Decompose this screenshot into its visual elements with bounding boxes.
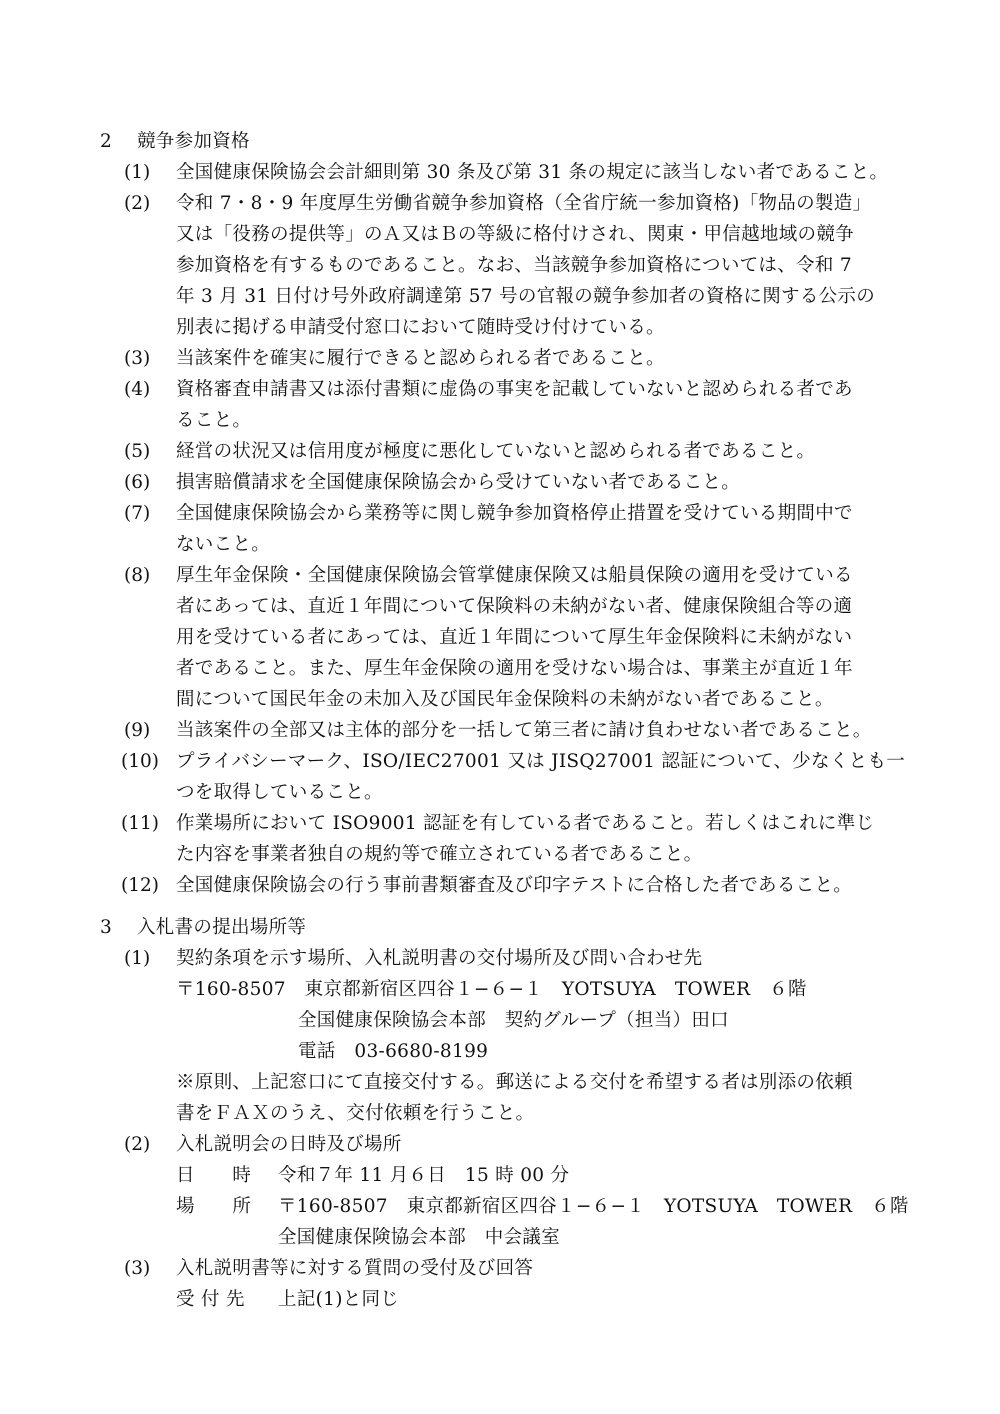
briefing-place-value: 〒160-8507 東京都新宿区四谷１−６−１ YOTSUYA TOWER ６階 — [278, 1196, 909, 1217]
contact-heading: 契約条項を示す場所、入札説明書の交付場所及び問い合わせ先 — [176, 948, 703, 969]
item-text-line: 全国健康保険協会の行う事前書類審査及び印字テストに合格した者であること。 — [176, 875, 853, 896]
contact-note-line: ※原則、上記窓口にて直接交付する。郵送による交付を希望する者は別添の依頼 — [176, 1072, 853, 1093]
briefing-place-room: 全国健康保険協会本部 中会議室 — [278, 1227, 561, 1248]
briefing-place-label: 場 所 — [176, 1196, 252, 1217]
briefing-heading: 入札説明会の日時及び場所 — [176, 1134, 402, 1155]
section-3-number: 3 — [100, 917, 113, 938]
item-text-line: 全国健康保険協会から業務等に関し競争参加資格停止措置を受けている期間中で — [176, 503, 853, 524]
item-text-line: 令和 7・8・9 年度厚生労働省競争参加資格（全省庁統一参加資格)「物品の製造」 — [176, 193, 872, 214]
item-text-line: 参加資格を有するものであること。なお、当該競争参加資格については、令和 7 — [176, 255, 852, 276]
item-number: (10) — [121, 751, 159, 772]
item-number: (2) — [124, 193, 151, 214]
item-text-line: 経営の状況又は信用度が極度に悪化していないと認められる者であること。 — [176, 441, 816, 462]
item-text-line: 全国健康保険協会会計細則第 30 条及び第 31 条の規定に該当しない者であること。 — [176, 162, 889, 183]
item-text-line: つを取得していること。 — [176, 782, 383, 803]
item-text-line: ないこと。 — [176, 534, 271, 555]
contact-organization: 全国健康保険協会本部 契約グループ（担当）田口 — [298, 1010, 729, 1031]
item-text-line: 又は「役務の提供等」のＡ又はＢの等級に格付けされ、関東・甲信越地域の競争 — [176, 224, 854, 245]
item-text-line: 損害賠償請求を全国健康保険協会から受けていない者であること。 — [176, 472, 741, 493]
item-number: (3) — [124, 348, 151, 369]
item-text-line: 者にあっては、直近１年間について保険料の未納がない者、健康保険組合等の適 — [176, 596, 853, 617]
question-recipient-value: 上記(1)と同じ — [278, 1289, 400, 1310]
section-2-title: 競争参加資格 — [137, 131, 250, 152]
briefing-date-value: 令和７年 11 月６日 15 時 00 分 — [278, 1165, 570, 1186]
question-recipient-label: 受 付 先 — [176, 1289, 245, 1310]
item-number: (9) — [124, 720, 151, 741]
item-text-line: 資格審査申請書又は添付書類に虚偽の事実を記載していないと認められる者であ — [176, 379, 853, 400]
contact-note-line: 書をＦＡＸのうえ、交付依頼を行うこと。 — [176, 1103, 535, 1124]
briefing-date-label: 日 時 — [176, 1165, 252, 1186]
item-number: (1) — [124, 948, 151, 969]
item-text-line: プライバシーマーク、ISO/IEC27001 又は JISQ27001 認証について、少なくとも一 — [176, 751, 906, 772]
item-number: (12) — [121, 875, 159, 896]
section-3-title: 入札書の提出場所等 — [137, 917, 307, 938]
item-text-line: ること。 — [176, 410, 252, 431]
item-number: (11) — [121, 813, 159, 834]
contact-address: 〒160-8507 東京都新宿区四谷１−６−１ YOTSUYA TOWER ６階 — [176, 979, 807, 1000]
question-heading: 入札説明書等に対する質問の受付及び回答 — [176, 1258, 534, 1279]
item-number: (6) — [124, 472, 151, 493]
item-number: (7) — [124, 503, 151, 524]
item-number: (5) — [124, 441, 151, 462]
item-text-line: 間について国民年金の未加入及び国民年金保険料の未納がない者であること。 — [176, 689, 834, 710]
item-number: (4) — [124, 379, 151, 400]
item-number: (8) — [124, 565, 151, 586]
item-text-line: 当該案件の全部又は主体的部分を一括して第三者に請け負わせない者であること。 — [176, 720, 872, 741]
item-text-line: た内容を事業者独自の規約等で確立されている者であること。 — [176, 844, 703, 865]
item-text-line: 者であること。また、厚生年金保険の適用を受けない場合は、事業主が直近１年 — [176, 658, 853, 679]
item-text-line: 当該案件を確実に履行できると認められる者であること。 — [176, 348, 665, 369]
section-2-number: 2 — [100, 131, 113, 152]
item-text-line: 厚生年金保険・全国健康保険協会管掌健康保険又は船員保険の適用を受けている — [176, 565, 853, 586]
item-text-line: 作業場所において ISO9001 認証を有している者であること。若しくはこれに準じ — [176, 813, 875, 834]
contact-phone: 電話 03-6680-8199 — [298, 1041, 489, 1062]
item-number: (1) — [124, 162, 151, 183]
item-text-line: 別表に掲げる申請受付窓口において随時受け付けている。 — [176, 317, 665, 338]
item-number: (3) — [124, 1258, 151, 1279]
item-text-line: 年 3 月 31 日付け号外政府調達第 57 号の官報の競争参加者の資格に関する公示の — [176, 286, 876, 307]
item-number: (2) — [124, 1134, 151, 1155]
item-text-line: 用を受けている者にあっては、直近１年間について厚生年金保険料に未納がない — [176, 627, 853, 648]
